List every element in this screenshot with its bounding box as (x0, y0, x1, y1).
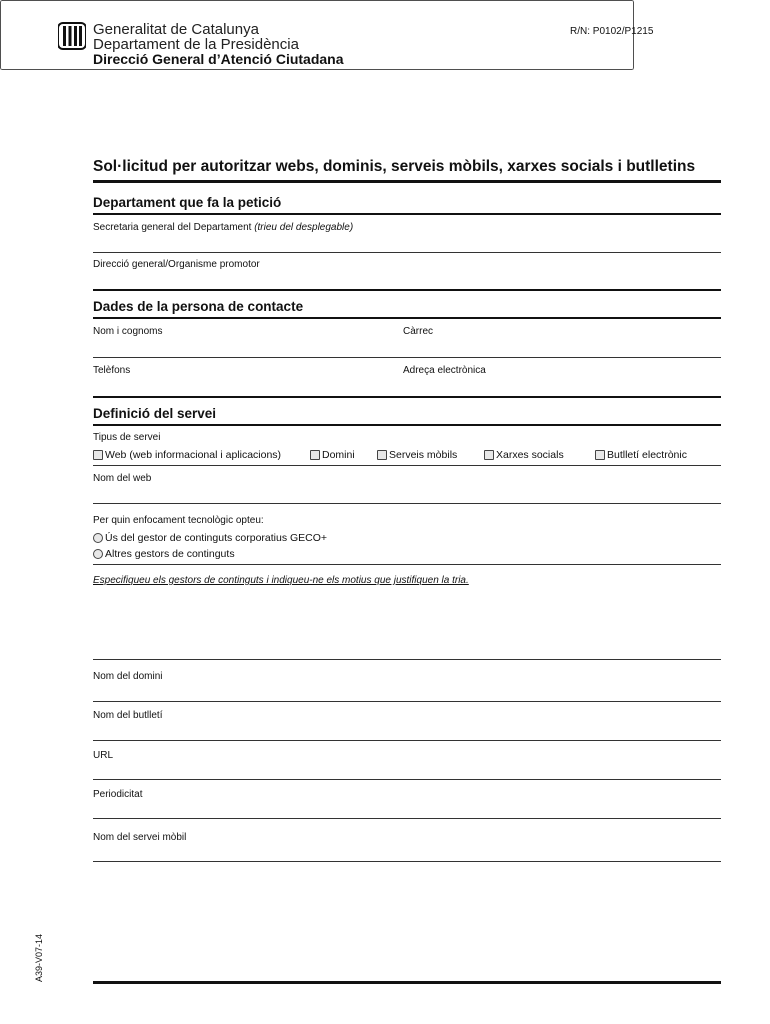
field-divider (93, 818, 721, 819)
section-department-title: Departament que fa la petició (93, 195, 282, 210)
specify-instructions: Especifiqueu els gestors de continguts i indiqueu-ne els motius que justifiquen la tria. (93, 575, 469, 586)
reference-number: R/N: P0102/P1215 (570, 26, 654, 37)
field-divider (93, 357, 721, 358)
nom-domini-label: Nom del domini (93, 671, 163, 682)
title-divider (93, 180, 721, 183)
periodicitat-input[interactable] (93, 801, 725, 819)
direccio-input[interactable] (93, 271, 725, 289)
periodicitat-label: Periodicitat (93, 789, 143, 800)
carrec-input[interactable] (403, 338, 725, 356)
section-divider (93, 424, 721, 426)
section-contact-title: Dades de la persona de contacte (93, 299, 304, 314)
url-input[interactable] (93, 762, 725, 780)
nom-cognoms-label: Nom i cognoms (93, 326, 163, 337)
field-divider (93, 740, 721, 741)
nom-web-label: Nom del web (93, 473, 152, 484)
footer-divider (93, 981, 721, 984)
url-label: URL (93, 750, 114, 761)
org-line-1: Generalitat de Catalunya (93, 21, 259, 38)
nom-cognoms-input[interactable] (93, 338, 397, 356)
secretaria-hint: (trieu del desplegable) (254, 222, 354, 233)
field-divider (93, 659, 721, 660)
carrec-label: Càrrec (403, 326, 434, 337)
option-geco[interactable]: Ús del gestor de continguts corporatius GECO+ (93, 532, 327, 544)
org-line-3: Direcció General d’Atenció Ciutadana (93, 51, 344, 67)
nom-servei-mobil-label: Nom del servei mòbil (93, 832, 187, 843)
butlleti-checkbox[interactable] (595, 450, 605, 460)
option-xarxes-socials[interactable]: Xarxes socials (484, 449, 564, 461)
section-divider (93, 213, 721, 215)
field-divider (93, 701, 721, 702)
org-line-2: Departament de la Presidència (93, 35, 299, 53)
option-altres-gestors[interactable]: Altres gestors de continguts (93, 548, 235, 560)
option-web[interactable]: Web (web informacional i aplicacions) (93, 449, 281, 461)
web-checkbox[interactable] (93, 450, 103, 460)
section-divider (93, 289, 721, 291)
direccio-label: Direcció general/Organisme promotor (93, 259, 260, 270)
field-divider (93, 503, 721, 504)
nom-butlleti-input[interactable] (93, 722, 725, 740)
option-butlleti[interactable]: Butlletí electrònic (595, 449, 687, 461)
field-divider (93, 779, 721, 780)
xarxes-socials-checkbox[interactable] (484, 450, 494, 460)
nom-butlleti-label: Nom del butlletí (93, 710, 163, 721)
tipus-servei-label: Tipus de servei (93, 432, 161, 443)
field-divider (93, 465, 721, 466)
telefons-label: Telèfons (93, 365, 131, 376)
field-divider (93, 564, 721, 565)
form-title: Sol·licitud per autoritzar webs, dominis, serveis mòbils, xarxes socials i butlletins (93, 158, 696, 175)
option-serveis-mobils[interactable]: Serveis mòbils (377, 449, 457, 461)
serveis-mobils-checkbox[interactable] (377, 450, 387, 460)
organization-name (93, 23, 344, 67)
option-domini[interactable]: Domini (310, 449, 355, 461)
nom-servei-mobil-input[interactable] (93, 844, 725, 862)
section-divider (93, 396, 721, 398)
field-divider (93, 861, 721, 862)
nom-domini-input[interactable] (93, 683, 725, 701)
secretaria-label: Secretaria general del Departament (trieu del desplegable) (93, 222, 354, 233)
geco-radio[interactable] (93, 533, 103, 543)
adreca-label: Adreça electrònica (403, 365, 486, 376)
field-divider (93, 252, 721, 253)
enfocament-label: Per quin enfocament tecnològic opteu: (93, 515, 264, 526)
telefons-input[interactable] (93, 378, 397, 396)
generalitat-logo-icon (58, 22, 86, 50)
secretaria-select[interactable] (93, 234, 725, 252)
section-divider (93, 317, 721, 319)
domini-checkbox[interactable] (310, 450, 320, 460)
nom-web-input[interactable] (93, 485, 725, 503)
altres-gestors-radio[interactable] (93, 549, 103, 559)
section-service-title: Definició del servei (93, 406, 217, 421)
form-code: A39-V07-14 (34, 933, 44, 982)
adreca-input[interactable] (403, 378, 725, 396)
